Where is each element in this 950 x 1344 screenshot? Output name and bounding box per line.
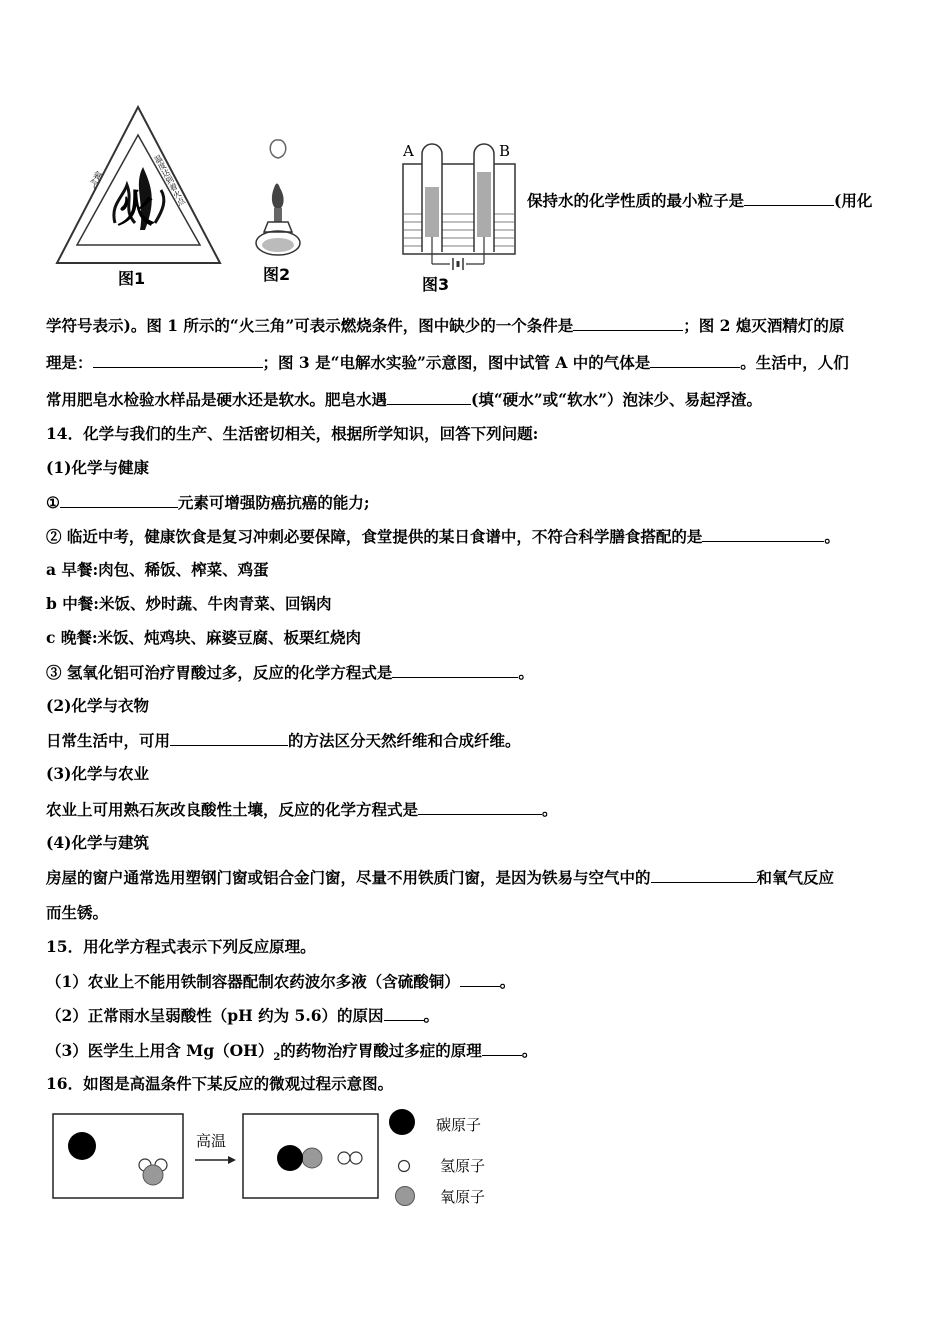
oxygen-atom (143, 1165, 163, 1185)
legend-carbon-icon (389, 1109, 415, 1135)
answer-blank[interactable] (170, 730, 288, 746)
q14-s1-a: ① 元素可增强防癌抗癌的能力; (46, 493, 370, 512)
q13-line4: 常用肥皂水检验水样品是硬水还是软水。肥皂水遇 (填“硬水”或“软水”）泡沫少、易起浮渣。 (46, 390, 763, 409)
q16-title: 16．如图是高温条件下某反应的微观过程示意图。 (46, 1074, 394, 1093)
legend-hydrogen-icon (399, 1161, 410, 1172)
q15-part2: （2）正常雨水呈弱酸性（pH 约为 5.6）的原因 。 (46, 1006, 440, 1025)
q14-option-c: c 晚餐:米饭、炖鸡块、麻婆豆腐、板栗红烧肉 (46, 628, 362, 647)
legend-oxygen-label: 氧原子 (440, 1188, 486, 1206)
q14-section3: (3)化学与农业 (46, 764, 149, 783)
legend-symbols (388, 1108, 428, 1208)
q14-option-a: a 早餐:肉包、稀饭、榨菜、鸡蛋 (46, 560, 269, 579)
q14-s1-c: ③ 氢氧化铝可治疗胃酸过多，反应的化学方程式是 。 (46, 663, 534, 682)
carbon-atom (277, 1145, 303, 1171)
fire-triangle-side-right: 温度达到着火点 (152, 153, 187, 207)
figure-3-label: 图3 (422, 275, 450, 294)
hydrogen-atom (350, 1152, 362, 1164)
answer-blank[interactable] (384, 1005, 424, 1021)
q14-section4: (4)化学与建筑 (46, 833, 149, 852)
legend-oxygen-icon (396, 1187, 415, 1206)
answer-blank[interactable] (744, 190, 834, 206)
oxygen-atom (302, 1148, 322, 1168)
q14-section1: (1)化学与健康 (46, 458, 149, 477)
alcohol-lamp-figure (248, 138, 308, 263)
reaction-diagram (50, 1110, 390, 1205)
q14-s1-b: ② 临近中考，健康饮食是复习冲刺必要保障，食堂提供的某日食谱中，不符合科学膳食搭配的是 。 (46, 527, 840, 546)
figure-2-label: 图2 (263, 265, 291, 284)
q13-line2: 学符号表示)。图 1 所示的“火三角”可表示燃烧条件，图中缺少的一个条件是 ；图 2 熄灭酒精灯的原 (46, 316, 845, 335)
answer-blank[interactable] (93, 352, 263, 368)
answer-blank[interactable] (651, 867, 757, 883)
answer-blank[interactable] (650, 352, 740, 368)
answer-blank[interactable] (573, 315, 683, 331)
answer-blank[interactable] (702, 526, 824, 542)
figure-1-label: 图1 (118, 269, 146, 288)
answer-blank[interactable] (418, 799, 542, 815)
answer-blank[interactable] (460, 971, 500, 987)
carbon-atom (68, 1132, 96, 1160)
fire-triangle-center-char: 火 (117, 186, 156, 231)
answer-blank[interactable] (392, 662, 518, 678)
legend-carbon-label: 碳原子 (436, 1116, 482, 1134)
q15-title: 15．用化学方程式表示下列反应原理。 (46, 937, 316, 956)
hydrogen-atom (338, 1152, 350, 1164)
legend-hydrogen-label: 氢原子 (440, 1157, 486, 1175)
answer-blank[interactable] (387, 389, 471, 405)
tube-a-label: A (403, 142, 414, 160)
q13-line3: 理是： ；图 3 是“电解水实验”示意图，图中试管 A 中的气体是 。生活中，人们 (46, 353, 849, 372)
q14-s3-text: 农业上可用熟石灰改良酸性土壤，反应的化学方程式是 。 (46, 800, 558, 819)
q15-part3: （3）医学生上用含 $Mg(OH)_2$的药物治疗胃酸过多症的原理 。 (46, 1041, 538, 1064)
q13-line1: 保持水的化学性质的最小粒子是 (用化 (527, 191, 873, 210)
q15-part1: （1）农业上不能用铁制容器配制农药波尔多液（含硫酸铜） 。 (46, 972, 516, 991)
q14-s4-line2: 而生锈。 (46, 903, 109, 922)
q14-s2-text: 日常生活中，可用 的方法区分天然纤维和合成纤维。 (46, 731, 521, 750)
q14-option-b: b 中餐:米饭、炒时蔬、牛肉青菜、回锅肉 (46, 594, 332, 613)
tube-b-label: B (499, 142, 511, 160)
q14-section2: (2)化学与衣物 (46, 696, 149, 715)
answer-blank[interactable] (60, 492, 178, 508)
q14-s4-text: 房屋的窗户通常选用塑钢门窗或铝合金门窗，尽量不用铁质门窗，是因为铁易与空气中的 和氧气反应 (46, 868, 835, 887)
answer-blank[interactable] (482, 1040, 522, 1056)
fire-triangle-side-left: 氧气 (85, 168, 103, 190)
arrow-label: 高温 (196, 1132, 227, 1150)
electrolysis-figure (398, 142, 523, 274)
q14-title: 14．化学与我们的生产、生活密切相关，根据所学知识，回答下列问题: (46, 424, 539, 443)
